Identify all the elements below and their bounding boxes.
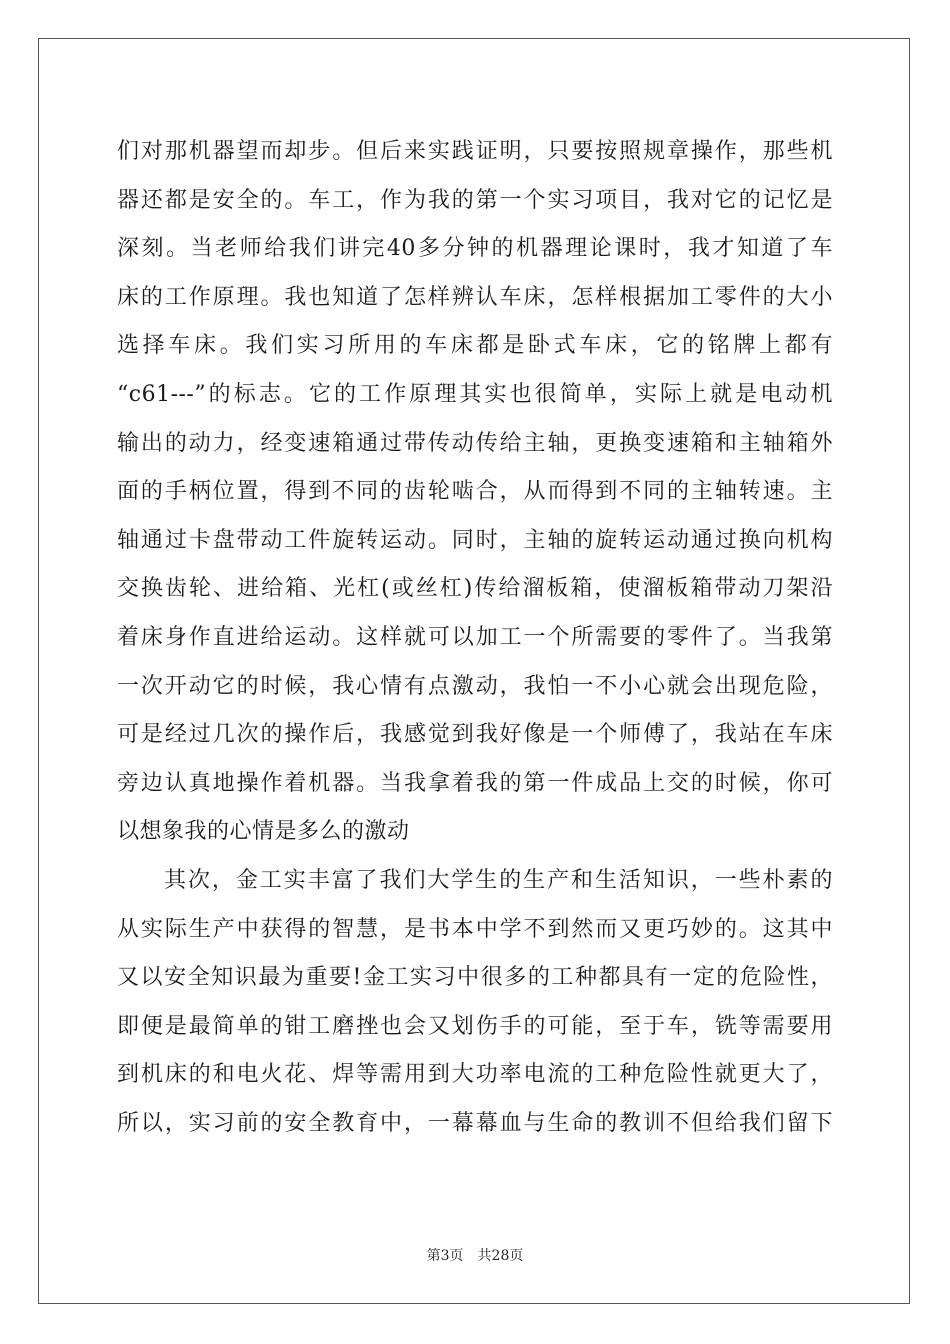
text-line: 器还都是安全的。车工，作为我的第一个实习项目，我对它的记忆是 <box>117 187 833 213</box>
text-line: 着床身作直进给运动。这样就可以加工一个所需要的零件了。当我第 <box>117 624 833 650</box>
total-pages: 共28页 <box>477 1248 524 1264</box>
text-line: 轴通过卡盘带动工件旋转运动。同时，主轴的旋转运动通过换向机构 <box>117 527 833 553</box>
text-line: 输出的动力，经变速箱通过带传动传给主轴，更换变速箱和主轴箱外 <box>117 430 833 456</box>
text-line: 深刻。当老师给我们讲完40多分钟的机器理论课时，我才知道了车 <box>117 236 833 262</box>
text-line: 旁边认真地操作着机器。当我拿着我的第一件成品上交的时候，你可 <box>117 770 833 796</box>
text-line: 从实际生产中获得的智慧，是书本中学不到然而又更巧妙的。这其中 <box>117 916 833 942</box>
text-line: 到机床的和电火花、焊等需用到大功率电流的工种危险性就更大了， <box>117 1062 833 1088</box>
page-footer <box>0 1245 950 1265</box>
paragraph-start-line: 其次，金工实丰富了我们大学生的生产和生活知识，一些朴素的 <box>164 867 833 893</box>
text-line: 所以，实习前的安全教育中，一幕幕血与生命的教训不但给我们留下 <box>117 1110 833 1136</box>
text-line: 即便是最简单的钳工磨挫也会又划伤手的可能，至于车，铣等需要用 <box>117 1013 833 1039</box>
text-line: 一次开动它的时候，我心情有点激动，我怕一不小心就会出现危险， <box>117 673 833 699</box>
text-line: 以想象我的心情是多么的激动 <box>117 819 410 845</box>
page-number: 第3页 <box>426 1248 464 1264</box>
text-line: 选择车床。我们实习所用的车床都是卧式车床，它的铭牌上都有 <box>117 333 833 359</box>
text-line: 床的工作原理。我也知道了怎样辨认车床，怎样根据加工零件的大小 <box>117 284 833 310</box>
document-body <box>117 128 833 1148</box>
text-line: 面的手柄位置，得到不同的齿轮啮合，从而得到不同的主轴转速。主 <box>117 479 833 505</box>
text-line: 可是经过几次的操作后，我感觉到我好像是一个师傅了，我站在车床 <box>117 722 833 748</box>
text-line: 交换齿轮、进给箱、光杠(或丝杠)传给溜板箱，使溜板箱带动刀架沿 <box>117 576 833 602</box>
text-line: 又以安全知识最为重要!金工实习中很多的工种都具有一定的危险性， <box>117 965 833 991</box>
text-line: “c61---”的标志。它的工作原理其实也很简单，实际上就是电动机 <box>117 381 833 407</box>
text-line: 们对那机器望而却步。但后来实践证明，只要按照规章操作，那些机 <box>117 139 833 164</box>
